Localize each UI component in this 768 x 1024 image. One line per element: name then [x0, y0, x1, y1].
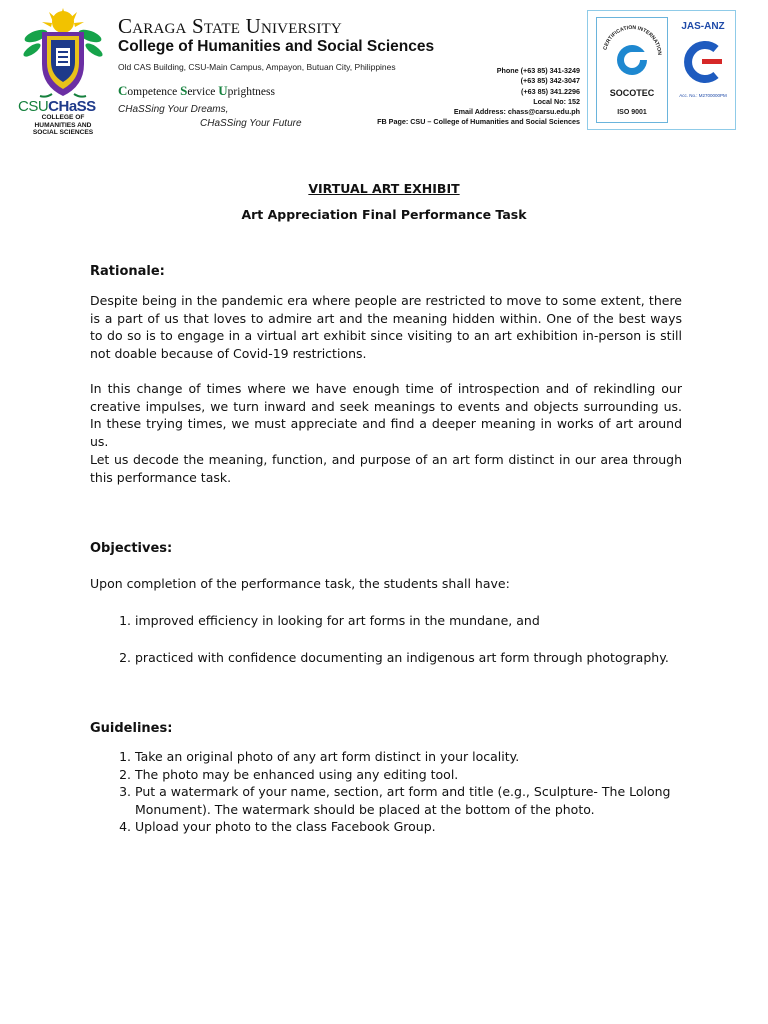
jas-anz-accreditation: Acc. No.: M2700000PM — [679, 93, 727, 98]
socotec-certificate — [596, 17, 668, 123]
list-item: 3. Put a watermark of your name, section, art form and title (e.g., Sculpture- The Lolong Monument). The watermark should be placed at the bottom of the photo. — [135, 783, 682, 818]
contact-phone-3: (+63 85) 341.2296 — [521, 86, 580, 96]
list-item: 2. The photo may be enhanced using any editing tool. — [135, 766, 682, 784]
jas-anz-logo-icon — [676, 35, 730, 89]
objectives-heading: Objectives: — [90, 541, 173, 556]
university-name: Caraga State University — [118, 14, 342, 38]
guidelines-list — [90, 748, 682, 836]
contact-fb-page: FB Page: CSU – College of Humanities and Social Sciences — [377, 117, 580, 127]
letterhead — [0, 0, 768, 140]
document-subtitle: Art Appreciation Final Performance Task — [241, 207, 527, 222]
contact-info — [377, 66, 580, 128]
certification-box — [587, 10, 736, 130]
guidelines-heading: Guidelines: — [90, 721, 173, 736]
contact-email: Email Address: chass@carsu.edu.ph — [453, 107, 580, 117]
tagline-1: CHaSSing Your Dreams, — [118, 104, 229, 115]
list-item: 2. practiced with confidence documenting an indigenous art form through photography. — [135, 649, 682, 667]
contact-local: Local No: 152 — [533, 96, 580, 106]
rationale-paragraph-1: Despite being in the pandemic era where people are restricted to move to some extent, there is a part of us that loves to admire art and the meaning hidden within. One of the best ways to do so is to engage in a virtual art exhibit since visiting to an art exhibition in-person is still not doable because of Covid-19 restrictions. — [90, 293, 682, 361]
address: Old CAS Building, CSU-Main Campus, Ampayon, Butuan City, Philippines — [118, 62, 396, 72]
jas-anz-label: JAS-ANZ — [681, 21, 725, 32]
logo-subtitle: COLLEGE OF HUMANITIES AND SOCIAL SCIENCES — [32, 114, 94, 136]
contact-phone-2: (+63 85) 342-3047 — [520, 76, 580, 86]
svg-text:CERTIFICATION INTERNATIONAL: CERTIFICATION INTERNATION — [602, 24, 663, 56]
document-title: VIRTUAL ART EXHIBIT — [308, 181, 460, 196]
logo-wordmark: CSUCHaSS — [18, 98, 96, 115]
tagline-2: CHaSSing Your Future — [200, 118, 302, 129]
list-item: 1. improved efficiency in looking for art forms in the mundane, and — [135, 612, 682, 630]
rationale-paragraph-2: In this change of times where we have enough time of introspection and of rekindling our creative impulses, we turn inward and seek meanings to events and objects surrounding us. In these trying times, we must appreciate and find a deeper meaning in works of art around us. — [90, 381, 682, 449]
contact-phone-1: Phone (+63 85) 341-3249 — [496, 66, 580, 75]
jas-anz-certificate — [676, 17, 730, 103]
motto: Competence Service Uprightness — [118, 83, 275, 98]
objectives-list — [90, 612, 682, 685]
iso-label: ISO 9001 — [617, 109, 647, 116]
university-seal-icon — [22, 8, 104, 100]
socotec-label: SOCOTEC — [609, 88, 655, 98]
list-item: 1. Take an original photo of any art form distinct in your locality. — [135, 748, 682, 766]
socotec-logo-icon — [597, 20, 667, 90]
list-item: 4. Upload your photo to the class Facebook Group. — [135, 818, 682, 836]
college-name: College of Humanities and Social Sciences — [118, 38, 435, 55]
objectives-intro: Upon completion of the performance task, the students shall have: — [90, 576, 510, 591]
rationale-heading: Rationale: — [90, 264, 165, 279]
rationale-paragraph-3: Let us decode the meaning, function, and purpose of an art form distinct in our area through this performance task. — [90, 452, 682, 485]
